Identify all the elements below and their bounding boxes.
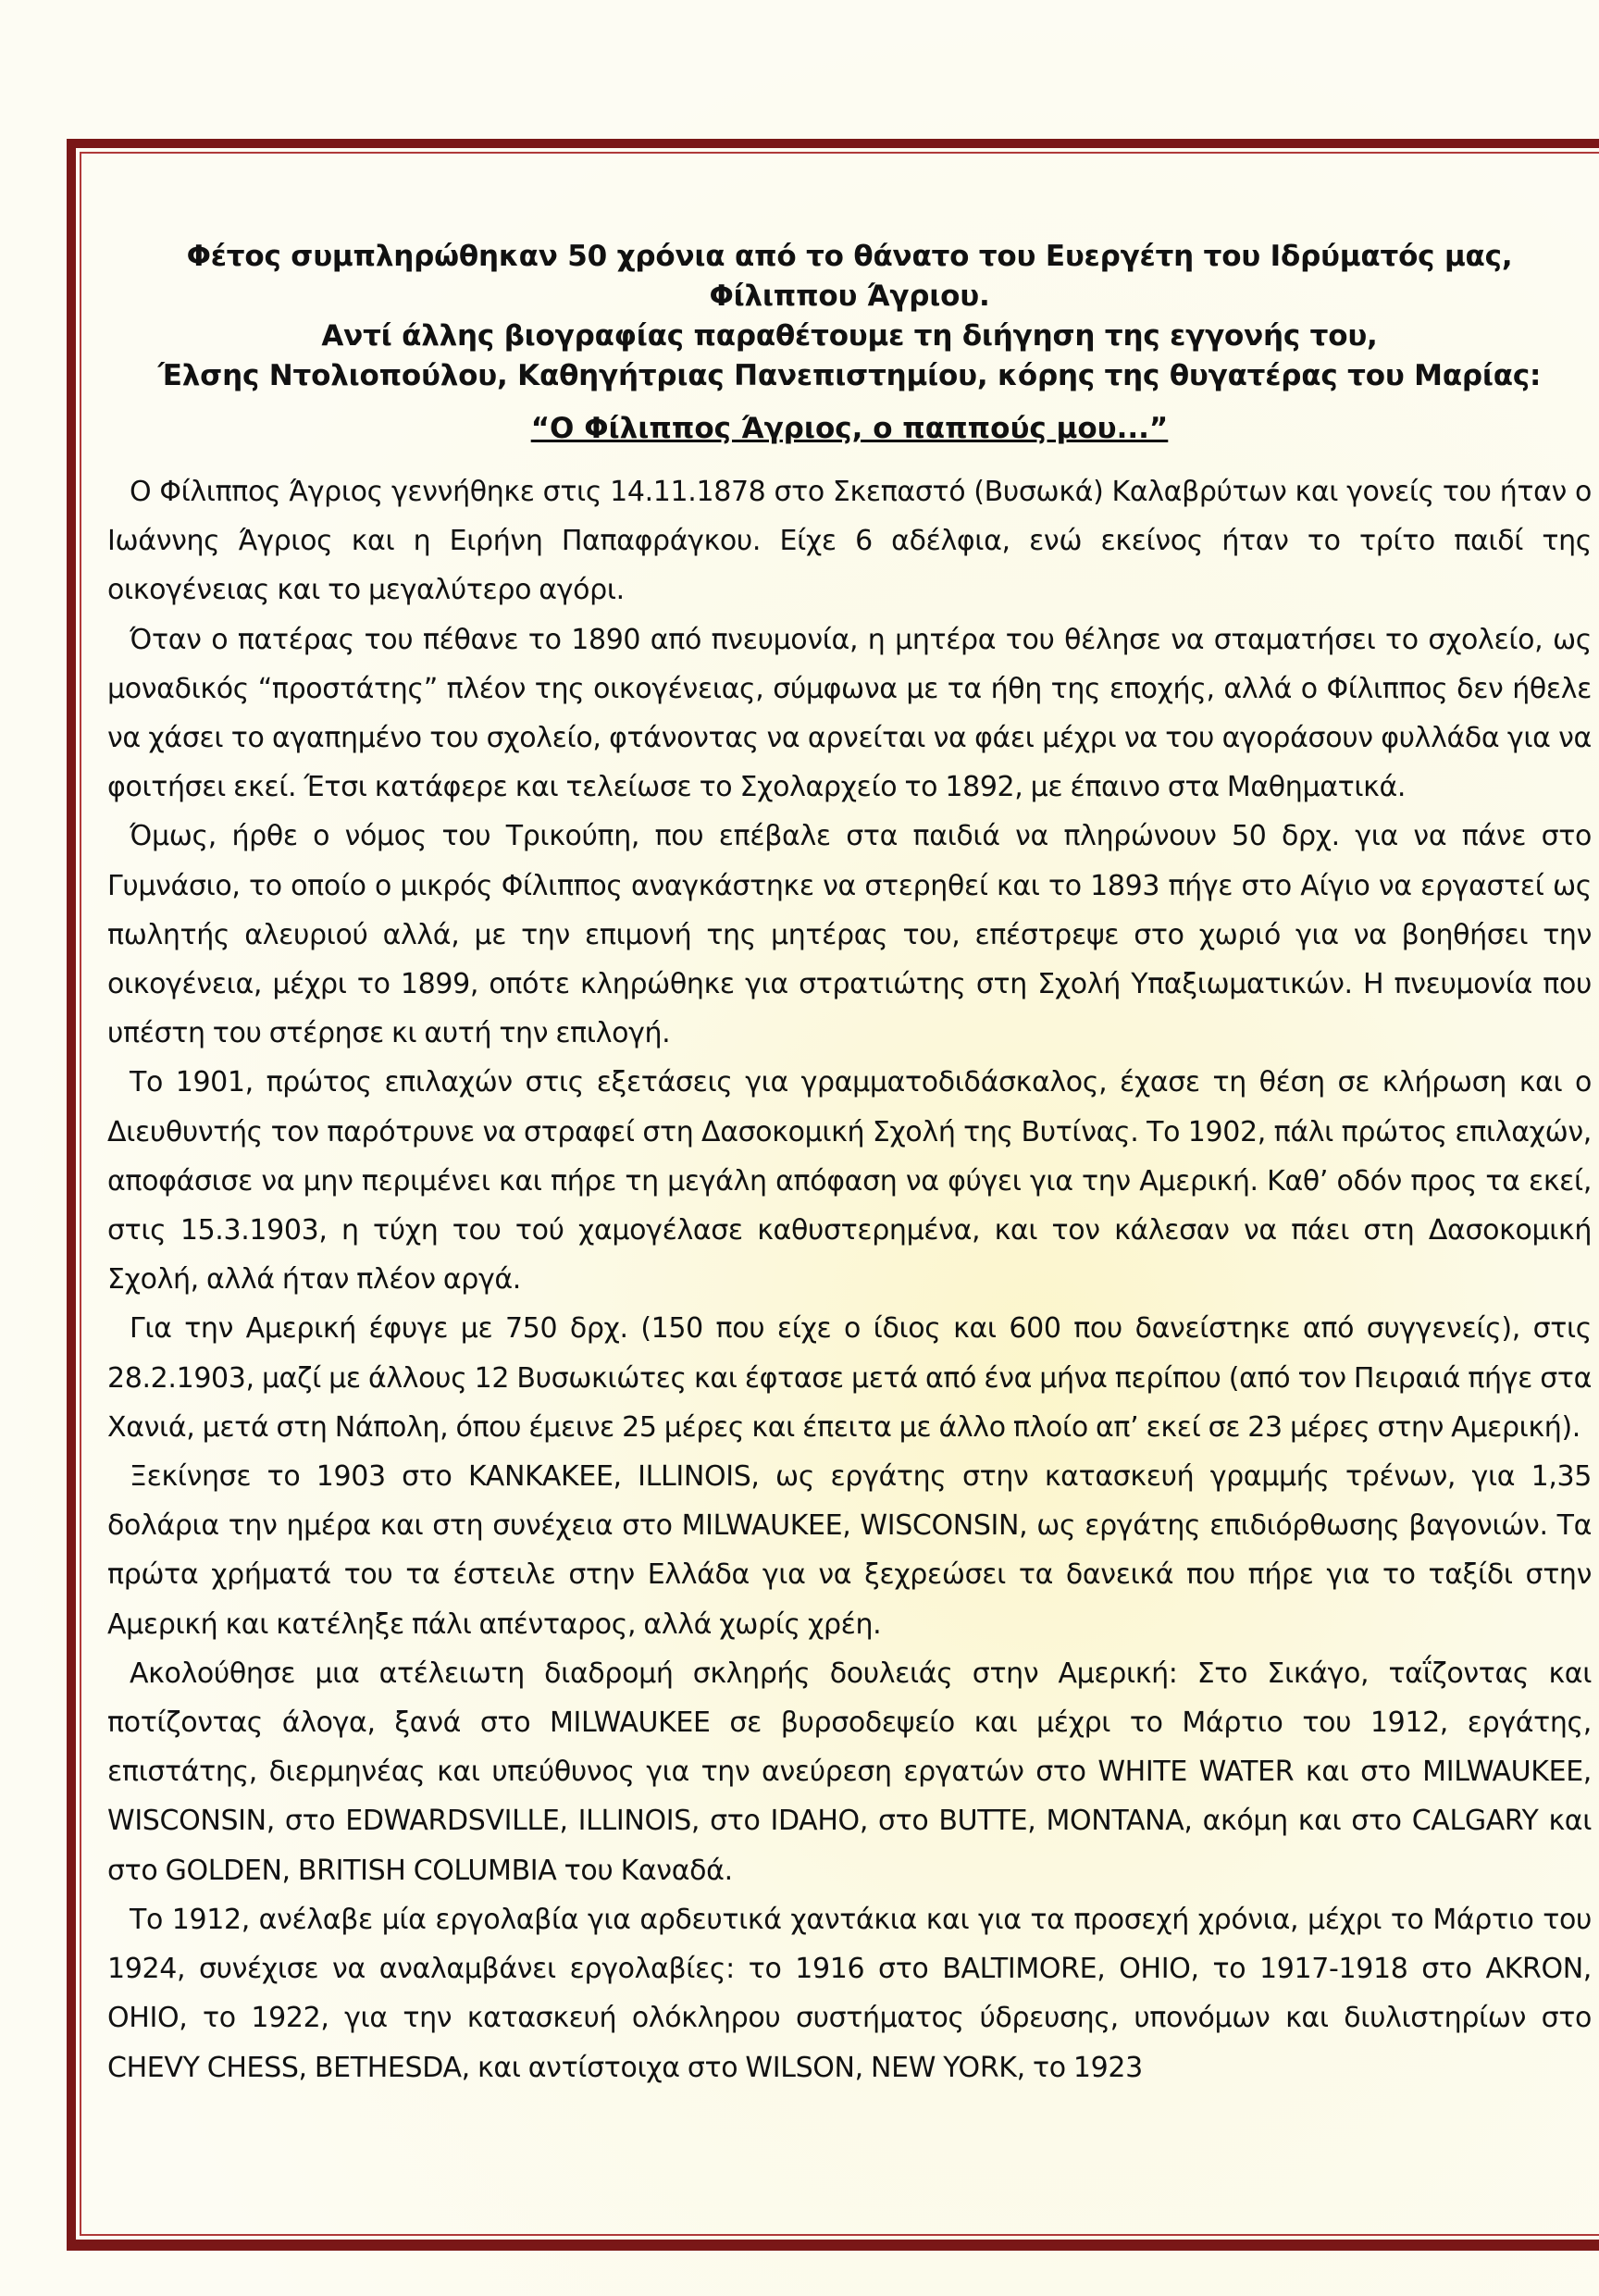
body-paragraph: Για την Αμερική έφυγε με 750 δρχ. (150 που είχε ο ίδιος και 600 που δανείστηκε από συγγενείς), στις 28.2.1903, μαζί με άλλους 12 Βυσωκιώτες και έφτασε μετά από ένα μήνα περίπου (από τον Πειραιά πήγε στα Χανιά, μετά στη Νάπολη, όπου έμεινε 25 μέρες και έπειτα με άλλο πλοίο απ’ εκεί σε 23 μέρες στην Αμερική). (107, 1312, 1592, 1444)
intro-line: Αντί άλλης βιογραφίας παραθέτουμε τη διήγηση της εγγονής του, (321, 319, 1378, 353)
intro-line: Φίλιππου Άγριου. (709, 279, 990, 313)
body-paragraph: Ξεκίνησε το 1903 στο KANKAKEE, ILLINOIS, ως εργάτης στην κατασκευή γραμμής τρένων, για 1,35 δολάρια την ημέρα και στη συνέχεια στο MILWAUKEE, WISCONSIN, ως εργάτης επιδιόρθωσης βαγονιών. Τα πρώτα χρήματά του τα έστειλε στην Ελλάδα για να ξεχρεώσει τα δανεικά που πήρε για το ταξίδι στην Αμερική και κατέληξε πάλι απένταρος, αλλά χωρίς χρέη. (107, 1460, 1592, 1641)
article-subtitle: “Ο Φίλιππος Άγριος, ο παππούς μου...” (530, 412, 1169, 445)
intro-line: Έλσης Ντολιοπούλου, Καθηγήτριας Πανεπιστημίου, κόρης της θυγατέρας του Μαρίας: (157, 359, 1542, 392)
body-paragraph: Όταν ο πατέρας του πέθανε το 1890 από πνευμονία, η μητέρα του θέλησε να σταματήσει το σχολείο, ως μοναδικός “προστάτης” πλέον της οικογένειας, σύμφωνα με τα ήθη της εποχής, αλλά ο Φίλιππος δεν ήθελε να χάσει το αγαπημένο του σχολείο, φτάνοντας να αρνείται να φάει μέχρι να του αγοράσουν φυλλάδα για να φοιτήσει εκεί. Έτσι κατάφερε και τελείωσε το Σχολαρχείο το 1892, με έπαινο στα Μαθηματικά. (107, 623, 1592, 804)
intro-heading (107, 237, 1592, 396)
intro-line: Φέτος συμπληρώθηκαν 50 χρόνια από το θάνατο του Ευεργέτη του Ιδρύματός μας, (186, 240, 1513, 273)
body-paragraph: Το 1912, ανέλαβε μία εργολαβία για αρδευτικά χαντάκια και για τα προσεχή χρόνια, μέχρι το Μάρτιο του 1924, συνέχισε να αναλαμβάνει εργολαβίες: το 1916 στο BALTIMORE, OHIO, το 1917-1918 στο AKRON, OHIO, το 1922, για την κατασκευή ολόκληρου συστήματος ύδρευσης, υπονόμων και διυλιστηρίων στο CHEVY CHESS, BETHESDA, και αντίστοιχα στο WILSON, NEW YORK, το 1923 (107, 1903, 1592, 2084)
document-content (107, 237, 1592, 2092)
body-paragraph: Ακολούθησε μια ατέλειωτη διαδρομή σκληρής δουλειάς στην Αμερική: Στο Σικάγο, ταΐζοντας και ποτίζοντας άλογα, ξανά στο MILWAUKEE σε βυρσοδεψείο και μέχρι το Μάρτιο του 1912, εργάτης, επιστάτης, διερμηνέας και υπεύθυνος για την ανεύρεση εργατών στο WHITE WATER και στο MILWAUKEE, WISCONSIN, στο EDWARDSVILLE, ILLINOIS, στο IDAHO, στο BUTTE, MONTANA, ακόμη και στο CALGARY και στο GOLDEN, BRITISH COLUMBIA του Καναδά. (107, 1657, 1592, 1887)
body-paragraph: Το 1901, πρώτος επιλαχών στις εξετάσεις για γραμματοδιδάσκαλος, έχασε τη θέση σε κλήρωση και ο Διευθυντής τον παρότρυνε να στραφεί στη Δασοκομική Σχολή της Βυτίνας. Το 1902, πάλι πρώτος επιλαχών, αποφάσισε να μην περιμένει και πήρε τη μεγάλη απόφαση να φύγει για την Αμερική. Καθ’ οδόν προς τα εκεί, στις 15.3.1903, η τύχη του τού χαμογέλασε καθυστερημένα, και τον κάλεσαν να πάει στη Δασοκομική Σχολή, αλλά ήταν πλέον αργά. (107, 1066, 1592, 1297)
body-paragraph: Ο Φίλιππος Άγριος γεννήθηκε στις 14.11.1878 στο Σκεπαστό (Βυσωκά) Καλαβρύτων και γονείς του ήταν ο Ιωάννης Άγριος και η Ειρήνη Παπαφράγκου. Είχε 6 αδέλφια, ενώ εκείνος ήταν το τρίτο παιδί της οικογένειας και το μεγαλύτερο αγόρι. (107, 476, 1592, 607)
article-body (107, 467, 1592, 2092)
body-paragraph: Όμως, ήρθε ο νόμος του Τρικούπη, που επέβαλε στα παιδιά να πληρώνουν 50 δρχ. για να πάνε στο Γυμνάσιο, το οποίο ο μικρός Φίλιππος αναγκάστηκε να στερηθεί και το 1893 πήγε στο Αίγιο να εργαστεί ως πωλητής αλευριού αλλά, με την επιμονή της μητέρας του, επέστρεψε στο χωριό για να βοηθήσει την οικογένεια, μέχρι το 1899, οπότε κληρώθηκε για στρατιώτης στη Σχολή Υπαξιωματικών. Η πνευμονία που υπέστη του στέρησε κι αυτή την επιλογή. (107, 820, 1592, 1050)
